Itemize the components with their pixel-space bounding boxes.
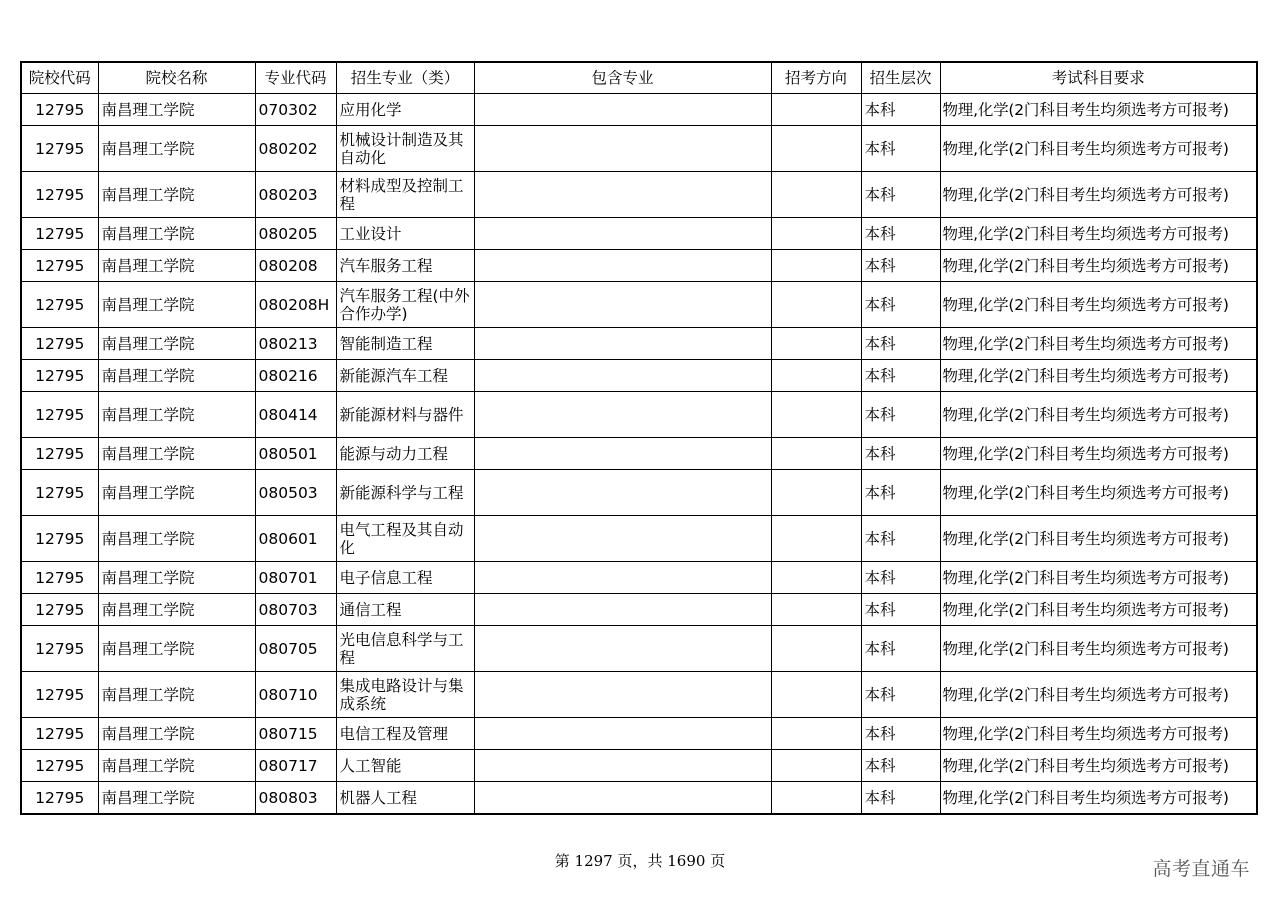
cell-level: 本科 xyxy=(861,594,940,626)
table-row xyxy=(21,562,1257,594)
cell-major-code: 080202 xyxy=(255,126,336,172)
table-header-row xyxy=(21,62,1257,94)
cell-included-majors xyxy=(474,626,771,672)
cell-included-majors xyxy=(474,516,771,562)
cell-subject-requirement: 物理,化学(2门科目考生均须选考方可报考) xyxy=(940,172,1257,218)
cell-school-code: 12795 xyxy=(21,126,98,172)
cell-subject-requirement: 物理,化学(2门科目考生均须选考方可报考) xyxy=(940,470,1257,516)
cell-level: 本科 xyxy=(861,718,940,750)
cell-level: 本科 xyxy=(861,562,940,594)
cell-subject-requirement: 物理,化学(2门科目考生均须选考方可报考) xyxy=(940,126,1257,172)
cell-direction xyxy=(771,718,861,750)
cell-subject-requirement: 物理,化学(2门科目考生均须选考方可报考) xyxy=(940,782,1257,815)
cell-subject-requirement: 物理,化学(2门科目考生均须选考方可报考) xyxy=(940,516,1257,562)
cell-major-code: 080503 xyxy=(255,470,336,516)
cell-school-name: 南昌理工学院 xyxy=(98,516,255,562)
cell-subject-requirement: 物理,化学(2门科目考生均须选考方可报考) xyxy=(940,282,1257,328)
cell-school-name: 南昌理工学院 xyxy=(98,594,255,626)
cell-included-majors xyxy=(474,562,771,594)
cell-subject-requirement: 物理,化学(2门科目考生均须选考方可报考) xyxy=(940,250,1257,282)
cell-school-name: 南昌理工学院 xyxy=(98,438,255,470)
cell-major: 通信工程 xyxy=(336,594,474,626)
cell-school-name: 南昌理工学院 xyxy=(98,782,255,815)
cell-school-code: 12795 xyxy=(21,562,98,594)
cell-level: 本科 xyxy=(861,516,940,562)
table-row xyxy=(21,218,1257,250)
cell-major: 电气工程及其自动化 xyxy=(336,516,474,562)
cell-level: 本科 xyxy=(861,328,940,360)
table-row xyxy=(21,126,1257,172)
cell-level: 本科 xyxy=(861,438,940,470)
cell-direction xyxy=(771,126,861,172)
cell-school-code: 12795 xyxy=(21,470,98,516)
cell-included-majors xyxy=(474,594,771,626)
cell-subject-requirement: 物理,化学(2门科目考生均须选考方可报考) xyxy=(940,392,1257,438)
admissions-table xyxy=(20,61,1258,815)
table-row xyxy=(21,782,1257,815)
cell-direction xyxy=(771,250,861,282)
cell-school-name: 南昌理工学院 xyxy=(98,126,255,172)
cell-subject-requirement: 物理,化学(2门科目考生均须选考方可报考) xyxy=(940,750,1257,782)
cell-included-majors xyxy=(474,782,771,815)
cell-included-majors xyxy=(474,438,771,470)
cell-major-code: 070302 xyxy=(255,94,336,126)
cell-level: 本科 xyxy=(861,218,940,250)
cell-school-name: 南昌理工学院 xyxy=(98,626,255,672)
table-row xyxy=(21,750,1257,782)
cell-school-code: 12795 xyxy=(21,594,98,626)
cell-included-majors xyxy=(474,250,771,282)
cell-included-majors xyxy=(474,126,771,172)
cell-subject-requirement: 物理,化学(2门科目考生均须选考方可报考) xyxy=(940,594,1257,626)
header-major: 招生专业（类） xyxy=(336,62,474,94)
cell-major-code: 080803 xyxy=(255,782,336,815)
cell-major-code: 080208 xyxy=(255,250,336,282)
cell-subject-requirement: 物理,化学(2门科目考生均须选考方可报考) xyxy=(940,562,1257,594)
cell-major-code: 080710 xyxy=(255,672,336,718)
table-row xyxy=(21,718,1257,750)
cell-subject-requirement: 物理,化学(2门科目考生均须选考方可报考) xyxy=(940,672,1257,718)
table-body xyxy=(21,94,1257,815)
table-row xyxy=(21,438,1257,470)
cell-school-code: 12795 xyxy=(21,172,98,218)
cell-school-code: 12795 xyxy=(21,360,98,392)
cell-subject-requirement: 物理,化学(2门科目考生均须选考方可报考) xyxy=(940,438,1257,470)
cell-included-majors xyxy=(474,672,771,718)
cell-major: 光电信息科学与工程 xyxy=(336,626,474,672)
cell-major-code: 080717 xyxy=(255,750,336,782)
cell-major: 新能源汽车工程 xyxy=(336,360,474,392)
cell-major: 机械设计制造及其自动化 xyxy=(336,126,474,172)
cell-subject-requirement: 物理,化学(2门科目考生均须选考方可报考) xyxy=(940,218,1257,250)
cell-school-name: 南昌理工学院 xyxy=(98,282,255,328)
cell-direction xyxy=(771,282,861,328)
cell-major: 汽车服务工程 xyxy=(336,250,474,282)
cell-major-code: 080705 xyxy=(255,626,336,672)
watermark-logo: 高考直通车 xyxy=(1152,858,1250,880)
cell-major: 应用化学 xyxy=(336,94,474,126)
cell-direction xyxy=(771,470,861,516)
cell-level: 本科 xyxy=(861,392,940,438)
cell-school-code: 12795 xyxy=(21,672,98,718)
table-row xyxy=(21,626,1257,672)
cell-major: 智能制造工程 xyxy=(336,328,474,360)
cell-school-code: 12795 xyxy=(21,718,98,750)
table-row xyxy=(21,470,1257,516)
header-level: 招生层次 xyxy=(861,62,940,94)
header-direction: 招考方向 xyxy=(771,62,861,94)
cell-included-majors xyxy=(474,218,771,250)
cell-included-majors xyxy=(474,94,771,126)
cell-major-code: 080701 xyxy=(255,562,336,594)
cell-school-code: 12795 xyxy=(21,782,98,815)
cell-major-code: 080216 xyxy=(255,360,336,392)
header-included-majors: 包含专业 xyxy=(474,62,771,94)
cell-school-name: 南昌理工学院 xyxy=(98,470,255,516)
cell-school-code: 12795 xyxy=(21,516,98,562)
cell-major: 新能源材料与器件 xyxy=(336,392,474,438)
cell-included-majors xyxy=(474,328,771,360)
cell-school-name: 南昌理工学院 xyxy=(98,750,255,782)
cell-school-name: 南昌理工学院 xyxy=(98,172,255,218)
cell-direction xyxy=(771,626,861,672)
cell-school-code: 12795 xyxy=(21,218,98,250)
cell-level: 本科 xyxy=(861,126,940,172)
cell-school-code: 12795 xyxy=(21,750,98,782)
cell-major: 集成电路设计与集成系统 xyxy=(336,672,474,718)
cell-subject-requirement: 物理,化学(2门科目考生均须选考方可报考) xyxy=(940,626,1257,672)
cell-school-code: 12795 xyxy=(21,94,98,126)
cell-major-code: 080501 xyxy=(255,438,336,470)
cell-major: 工业设计 xyxy=(336,218,474,250)
cell-major-code: 080715 xyxy=(255,718,336,750)
header-school-name: 院校名称 xyxy=(98,62,255,94)
cell-major: 电信工程及管理 xyxy=(336,718,474,750)
cell-included-majors xyxy=(474,750,771,782)
cell-level: 本科 xyxy=(861,626,940,672)
cell-direction xyxy=(771,172,861,218)
cell-major: 材料成型及控制工程 xyxy=(336,172,474,218)
table-row xyxy=(21,250,1257,282)
table-row xyxy=(21,172,1257,218)
table-row xyxy=(21,392,1257,438)
cell-direction xyxy=(771,782,861,815)
cell-direction xyxy=(771,516,861,562)
cell-school-code: 12795 xyxy=(21,250,98,282)
cell-included-majors xyxy=(474,392,771,438)
table-row xyxy=(21,360,1257,392)
cell-school-code: 12795 xyxy=(21,282,98,328)
cell-included-majors xyxy=(474,718,771,750)
cell-direction xyxy=(771,328,861,360)
cell-major-code: 080703 xyxy=(255,594,336,626)
cell-major: 汽车服务工程(中外合作办学) xyxy=(336,282,474,328)
cell-level: 本科 xyxy=(861,250,940,282)
cell-major-code: 080205 xyxy=(255,218,336,250)
cell-level: 本科 xyxy=(861,360,940,392)
table-row xyxy=(21,516,1257,562)
cell-level: 本科 xyxy=(861,672,940,718)
cell-school-code: 12795 xyxy=(21,438,98,470)
cell-school-code: 12795 xyxy=(21,626,98,672)
cell-included-majors xyxy=(474,172,771,218)
cell-level: 本科 xyxy=(861,470,940,516)
cell-direction xyxy=(771,438,861,470)
cell-major-code: 080601 xyxy=(255,516,336,562)
cell-subject-requirement: 物理,化学(2门科目考生均须选考方可报考) xyxy=(940,328,1257,360)
header-school-code: 院校代码 xyxy=(21,62,98,94)
header-major-code: 专业代码 xyxy=(255,62,336,94)
cell-level: 本科 xyxy=(861,282,940,328)
cell-major: 人工智能 xyxy=(336,750,474,782)
table-row xyxy=(21,94,1257,126)
cell-included-majors xyxy=(474,282,771,328)
cell-school-code: 12795 xyxy=(21,328,98,360)
table-row xyxy=(21,282,1257,328)
cell-school-name: 南昌理工学院 xyxy=(98,360,255,392)
cell-direction xyxy=(771,672,861,718)
cell-direction xyxy=(771,94,861,126)
cell-school-name: 南昌理工学院 xyxy=(98,250,255,282)
cell-school-name: 南昌理工学院 xyxy=(98,562,255,594)
cell-school-code: 12795 xyxy=(21,392,98,438)
cell-level: 本科 xyxy=(861,172,940,218)
cell-subject-requirement: 物理,化学(2门科目考生均须选考方可报考) xyxy=(940,360,1257,392)
cell-school-name: 南昌理工学院 xyxy=(98,328,255,360)
cell-major-code: 080203 xyxy=(255,172,336,218)
cell-included-majors xyxy=(474,360,771,392)
cell-direction xyxy=(771,360,861,392)
cell-school-name: 南昌理工学院 xyxy=(98,672,255,718)
cell-major-code: 080208H xyxy=(255,282,336,328)
header-subject-requirement: 考试科目要求 xyxy=(940,62,1257,94)
cell-major-code: 080213 xyxy=(255,328,336,360)
cell-major-code: 080414 xyxy=(255,392,336,438)
cell-subject-requirement: 物理,化学(2门科目考生均须选考方可报考) xyxy=(940,718,1257,750)
cell-level: 本科 xyxy=(861,782,940,815)
cell-school-name: 南昌理工学院 xyxy=(98,94,255,126)
table-row xyxy=(21,672,1257,718)
cell-major: 能源与动力工程 xyxy=(336,438,474,470)
cell-included-majors xyxy=(474,470,771,516)
cell-major: 机器人工程 xyxy=(336,782,474,815)
cell-level: 本科 xyxy=(861,750,940,782)
page-footer: 第 1297 页，共 1690 页 xyxy=(554,852,726,870)
cell-major: 电子信息工程 xyxy=(336,562,474,594)
table-row xyxy=(21,594,1257,626)
cell-direction xyxy=(771,594,861,626)
cell-direction xyxy=(771,562,861,594)
cell-direction xyxy=(771,392,861,438)
cell-school-name: 南昌理工学院 xyxy=(98,392,255,438)
cell-direction xyxy=(771,750,861,782)
cell-school-name: 南昌理工学院 xyxy=(98,218,255,250)
cell-level: 本科 xyxy=(861,94,940,126)
table-row xyxy=(21,328,1257,360)
cell-major: 新能源科学与工程 xyxy=(336,470,474,516)
cell-direction xyxy=(771,218,861,250)
cell-school-name: 南昌理工学院 xyxy=(98,718,255,750)
cell-subject-requirement: 物理,化学(2门科目考生均须选考方可报考) xyxy=(940,94,1257,126)
